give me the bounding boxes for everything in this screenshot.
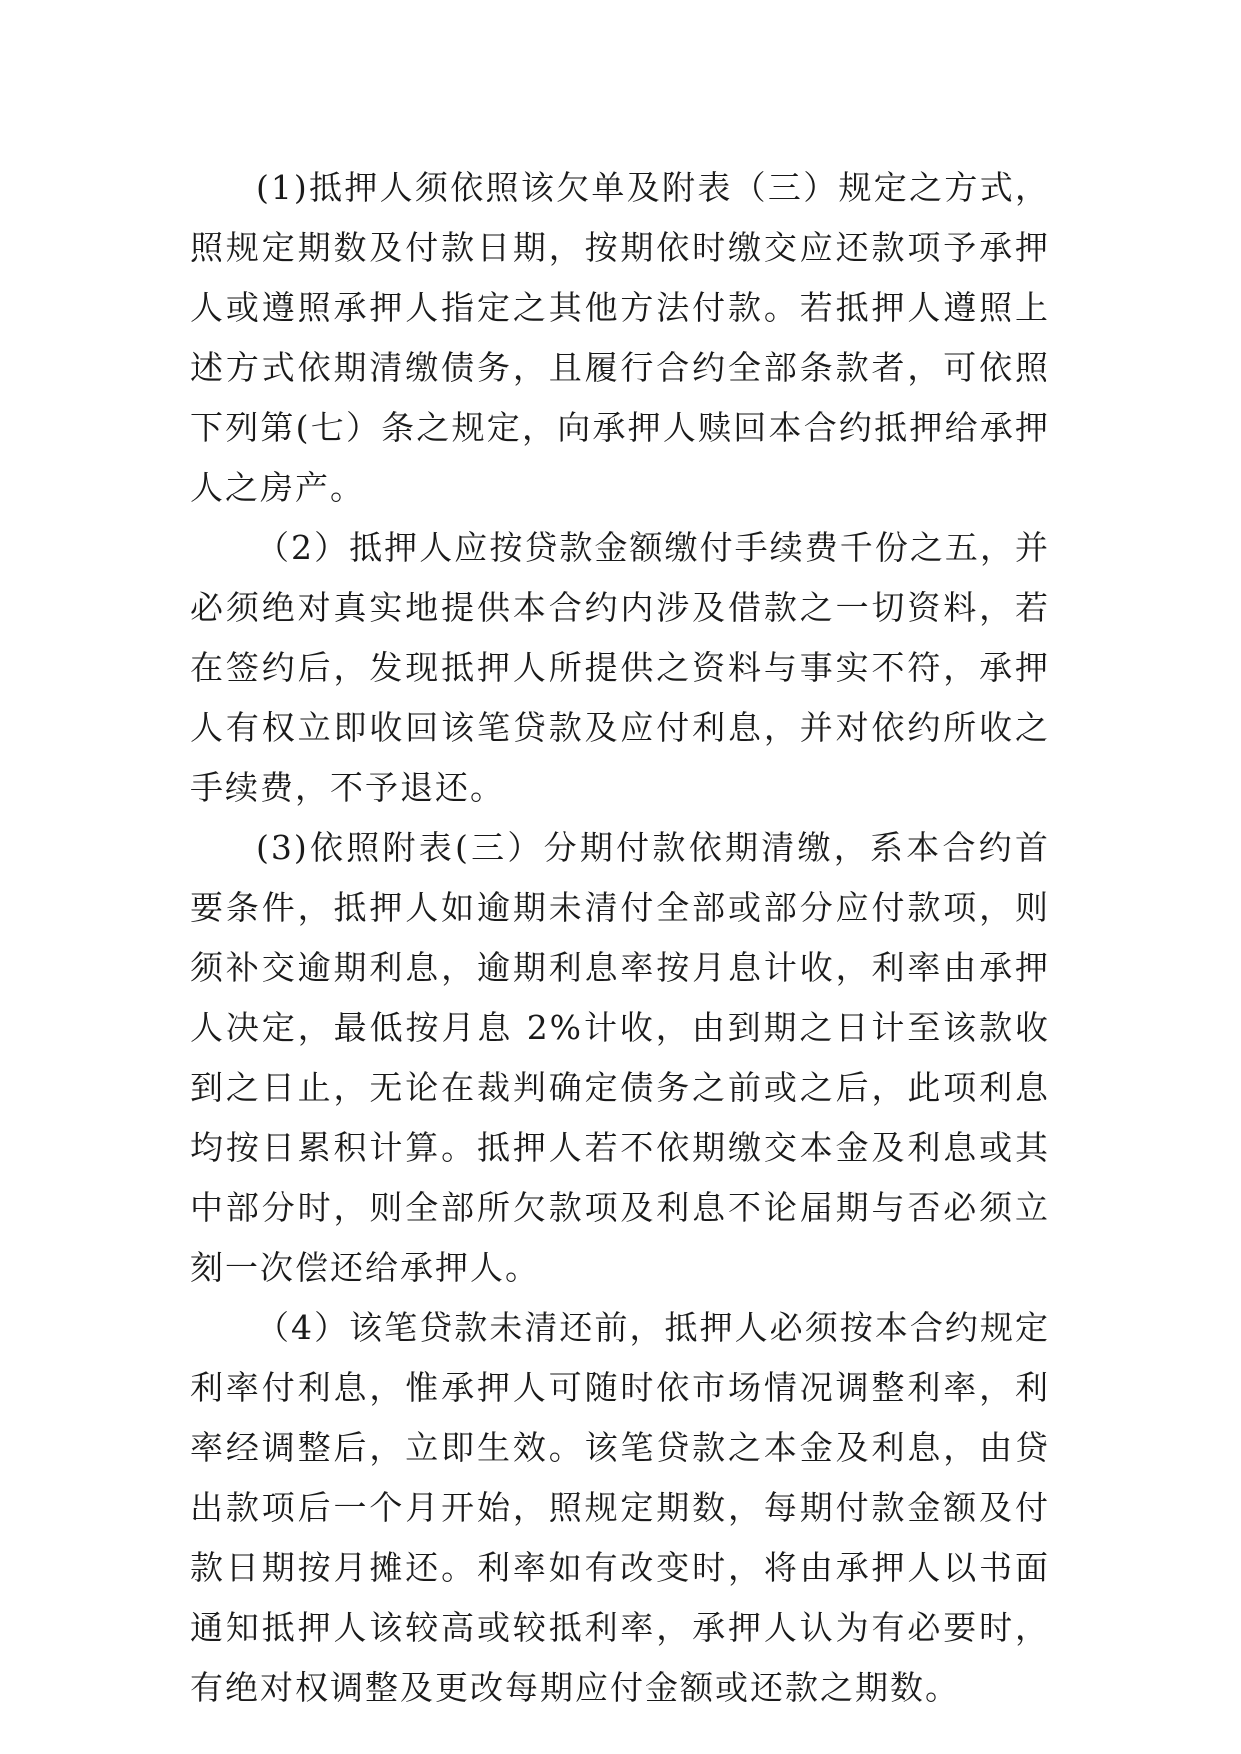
clause-paragraph-1: (1)抵押人须依照该欠单及附表（三）规定之方式，照规定期数及付款日期，按期依时缴交应还款项予承押人或遵照承押人指定之其他方法付款。若抵押人遵照上述方式依期清缴债务，且履行合约全部条款者，可依照下列第(七）条之规定，向承押人赎回本合约抵押给承押人之房产。 (190, 168, 1050, 507)
document-page (190, 158, 1050, 1718)
clause-paragraph-2: （2）抵押人应按贷款金额缴付手续费千份之五，并必须绝对真实地提供本合约内涉及借款之一切资料，若在签约后，发现抵押人所提供之资料与事实不符，承押人有权立即收回该笔贷款及应付利息，并对依约所收之手续费，不予退还。 (190, 528, 1050, 807)
clause-paragraph-3: (3)依照附表(三）分期付款依期清缴，系本合约首要条件，抵押人如逾期未清付全部或部分应付款项，则须补交逾期利息，逾期利息率按月息计收，利率由承押人决定，最低按月息 2%计收，由到期之日计至该款收到之日止，无论在裁判确定债务之前或之后，此项利息均按日累积计算。抵押人若不依期缴交本金及利息或其中部分时，则全部所欠款项及利息不论届期与否必须立刻一次偿还给承押人。 (190, 828, 1050, 1287)
clause-paragraph-4: （4）该笔贷款未清还前，抵押人必须按本合约规定利率付利息，惟承押人可随时依市场情况调整利率，利率经调整后，立即生效。该笔贷款之本金及利息，由贷出款项后一个月开始，照规定期数，每期付款金额及付款日期按月摊还。利率如有改变时，将由承押人以书面通知抵押人该较高或较抵利率，承押人认为有必要时，有绝对权调整及更改每期应付金额或还款之期数。 (190, 1308, 1050, 1707)
